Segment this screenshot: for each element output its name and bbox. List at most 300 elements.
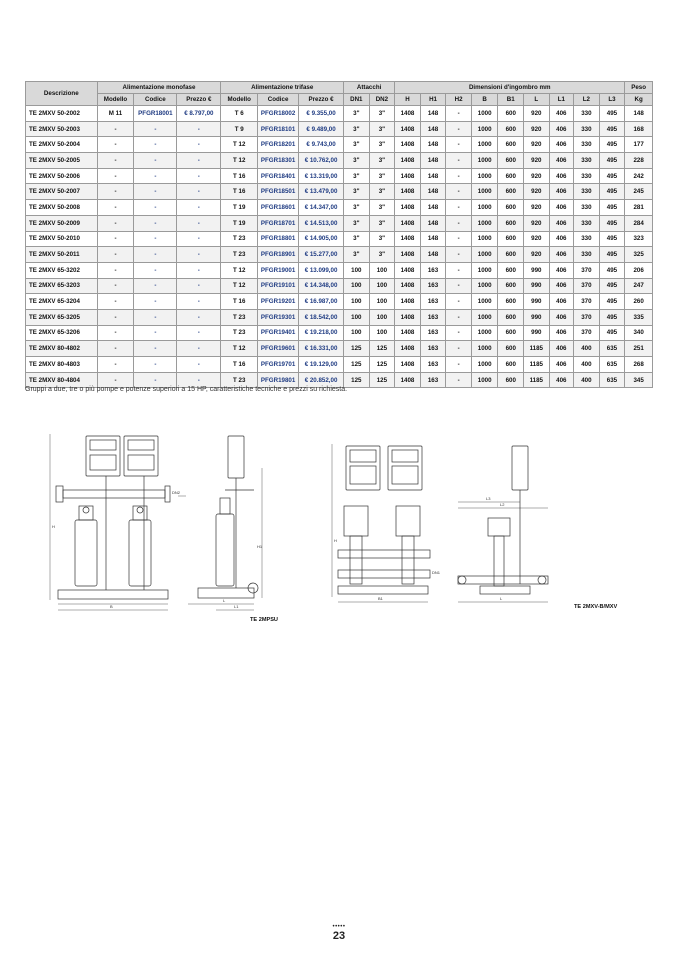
cell-desc: TE 2MXV 50-2011 — [26, 247, 98, 263]
cell-l2: 330 — [574, 168, 600, 184]
cell-mono-cod: - — [134, 153, 177, 169]
figure-label-right: TE 2MXV-B/MXV — [574, 604, 618, 610]
cell-dn2: 3" — [369, 168, 395, 184]
pump-body-1 — [75, 520, 97, 586]
cell-tri-prz: € 14.347,00 — [299, 200, 344, 216]
cell-h1: 163 — [420, 325, 446, 341]
cell-h2: - — [446, 357, 472, 373]
cell-l2: 330 — [574, 137, 600, 153]
cell-h1: 148 — [420, 184, 446, 200]
table-row — [26, 262, 653, 278]
cell-l3: 495 — [599, 294, 625, 310]
cell-h: 1408 — [395, 184, 421, 200]
cell-l: 920 — [524, 200, 550, 216]
cell-l: 990 — [524, 309, 550, 325]
cell-h2: - — [446, 294, 472, 310]
cell-h1: 163 — [420, 278, 446, 294]
cell-kg: 245 — [625, 184, 653, 200]
cell-tri-cod: PFGR18101 — [258, 121, 299, 137]
cell-h2: - — [446, 215, 472, 231]
cell-tri-mod: T 19 — [221, 215, 258, 231]
cell-desc: TE 2MXV 80-4803 — [26, 357, 98, 373]
cell-desc: TE 2MXV 65-3202 — [26, 262, 98, 278]
cell-tri-prz: € 10.762,00 — [299, 153, 344, 169]
cell-kg: 251 — [625, 341, 653, 357]
cell-tri-prz: € 16.987,00 — [299, 294, 344, 310]
cell-h: 1408 — [395, 106, 421, 122]
cell-dn2: 100 — [369, 309, 395, 325]
cell-l2: 400 — [574, 372, 600, 388]
cell-dn1: 3" — [344, 168, 370, 184]
cell-mono-cod: - — [134, 137, 177, 153]
cell-mono-cod: - — [134, 121, 177, 137]
price-table-section — [25, 81, 653, 388]
cell-l3: 635 — [599, 372, 625, 388]
cell-h: 1408 — [395, 372, 421, 388]
cell-desc: TE 2MXV 80-4804 — [26, 372, 98, 388]
cell-l1: 406 — [549, 357, 574, 373]
cell-l1: 406 — [549, 184, 574, 200]
cell-h1: 163 — [420, 309, 446, 325]
cell-b: 1000 — [471, 184, 498, 200]
cell-h2: - — [446, 341, 472, 357]
cell-l3: 495 — [599, 106, 625, 122]
table-row — [26, 200, 653, 216]
cell-l2: 330 — [574, 153, 600, 169]
cell-mono-prz: € 8.797,00 — [177, 106, 221, 122]
cell-dn1: 3" — [344, 247, 370, 263]
cell-l3: 495 — [599, 231, 625, 247]
cell-mono-prz: - — [177, 309, 221, 325]
cell-h2: - — [446, 106, 472, 122]
cell-mono-cod: - — [134, 262, 177, 278]
cell-dn1: 125 — [344, 357, 370, 373]
cell-kg: 325 — [625, 247, 653, 263]
col-mono-prezzo: Prezzo € — [177, 94, 221, 106]
col-h1: H1 — [420, 94, 446, 106]
cell-dn1: 3" — [344, 200, 370, 216]
cell-mono-prz: - — [177, 341, 221, 357]
cell-l3: 495 — [599, 184, 625, 200]
cell-tri-prz: € 18.542,00 — [299, 309, 344, 325]
cell-mono-mod: - — [97, 372, 134, 388]
vertical-pump-1 — [350, 536, 362, 584]
dim-h-label: H — [52, 524, 55, 529]
header-row-groups — [26, 82, 653, 94]
vertical-pump-2 — [402, 536, 414, 584]
cell-l1: 406 — [549, 294, 574, 310]
table-row — [26, 121, 653, 137]
cell-l1: 406 — [549, 153, 574, 169]
cell-mono-cod: - — [134, 294, 177, 310]
side-base-b — [480, 586, 530, 594]
cell-b: 1000 — [471, 372, 498, 388]
cell-desc: TE 2MXV 50-2004 — [26, 137, 98, 153]
cell-b1: 600 — [498, 215, 524, 231]
table-row — [26, 247, 653, 263]
cell-l1: 406 — [549, 121, 574, 137]
cell-l3: 495 — [599, 278, 625, 294]
cell-l2: 330 — [574, 184, 600, 200]
cell-dn1: 3" — [344, 215, 370, 231]
page-footer — [0, 924, 678, 942]
cell-mono-prz: - — [177, 372, 221, 388]
cell-tri-mod: T 23 — [221, 231, 258, 247]
cell-l3: 495 — [599, 309, 625, 325]
cell-mono-prz: - — [177, 215, 221, 231]
col-tri-prezzo: Prezzo € — [299, 94, 344, 106]
cell-tri-mod: T 12 — [221, 137, 258, 153]
cell-b1: 600 — [498, 231, 524, 247]
cell-l2: 400 — [574, 357, 600, 373]
cell-tri-prz: € 13.319,00 — [299, 168, 344, 184]
cell-l2: 370 — [574, 309, 600, 325]
cell-tri-cod: PFGR18901 — [258, 247, 299, 263]
footnote: Gruppi a due, tre o più pompe e potenze superiori a 15 HP, caratteristiche tecniche e prezzi su richiesta. — [25, 386, 348, 393]
cell-dn1: 100 — [344, 309, 370, 325]
cell-tri-mod: T 12 — [221, 278, 258, 294]
front-manifold — [338, 550, 430, 558]
cell-h1: 163 — [420, 294, 446, 310]
dim-l1-label: L1 — [234, 604, 239, 609]
cell-l1: 406 — [549, 200, 574, 216]
cell-l: 990 — [524, 262, 550, 278]
cell-l1: 406 — [549, 137, 574, 153]
cell-kg: 168 — [625, 121, 653, 137]
cell-b: 1000 — [471, 278, 498, 294]
cell-mono-cod: - — [134, 200, 177, 216]
cell-kg: 340 — [625, 325, 653, 341]
cell-b1: 600 — [498, 106, 524, 122]
cell-b1: 600 — [498, 247, 524, 263]
cell-desc: TE 2MXV 50-2010 — [26, 231, 98, 247]
cell-desc: TE 2MXV 50-2006 — [26, 168, 98, 184]
cell-mono-mod: - — [97, 278, 134, 294]
cell-mono-cod: - — [134, 372, 177, 388]
table-row — [26, 231, 653, 247]
group-dimensioni: Dimensioni d'ingombro mm — [395, 82, 625, 94]
cell-tri-mod: T 16 — [221, 294, 258, 310]
col-tri-modello: Modello — [221, 94, 258, 106]
cell-h: 1408 — [395, 278, 421, 294]
table-body — [26, 106, 653, 388]
col-l1: L1 — [549, 94, 574, 106]
cell-h: 1408 — [395, 168, 421, 184]
group-trifase: Alimentazione trifase — [221, 82, 344, 94]
cell-b1: 600 — [498, 168, 524, 184]
cell-tri-prz: € 19.129,00 — [299, 357, 344, 373]
table-row — [26, 137, 653, 153]
cell-dn1: 100 — [344, 325, 370, 341]
cell-mono-mod: - — [97, 121, 134, 137]
cell-l3: 495 — [599, 325, 625, 341]
base-frame — [58, 590, 168, 599]
cell-b: 1000 — [471, 168, 498, 184]
cell-l: 990 — [524, 325, 550, 341]
table-row — [26, 325, 653, 341]
cell-tri-mod: T 23 — [221, 309, 258, 325]
cell-tri-mod: T 23 — [221, 247, 258, 263]
cell-h1: 148 — [420, 247, 446, 263]
col-peso: Peso — [625, 82, 653, 94]
drawing-te-2mxv — [328, 442, 638, 612]
cell-h: 1408 — [395, 309, 421, 325]
table-row — [26, 153, 653, 169]
col-kg: Kg — [625, 94, 653, 106]
cell-dn2: 100 — [369, 278, 395, 294]
cell-tri-prz: € 9.355,00 — [299, 106, 344, 122]
side-vertical-pump — [494, 536, 504, 586]
cell-tri-mod: T 16 — [221, 184, 258, 200]
cell-l2: 370 — [574, 262, 600, 278]
cell-dn1: 100 — [344, 262, 370, 278]
cell-tri-mod: T 12 — [221, 341, 258, 357]
cell-b1: 600 — [498, 341, 524, 357]
cell-b: 1000 — [471, 121, 498, 137]
cell-mono-cod: PFGR18001 — [134, 106, 177, 122]
cell-kg: 335 — [625, 309, 653, 325]
group-attacchi: Attacchi — [344, 82, 395, 94]
col-h: H — [395, 94, 421, 106]
col-descrizione: Descrizione — [26, 82, 98, 106]
col-b1: B1 — [498, 94, 524, 106]
table-row — [26, 215, 653, 231]
cell-l1: 406 — [549, 215, 574, 231]
cell-dn2: 100 — [369, 294, 395, 310]
cell-desc: TE 2MXV 65-3204 — [26, 294, 98, 310]
cell-dn2: 3" — [369, 184, 395, 200]
dim-b1-label: B1 — [378, 596, 383, 601]
cell-l: 990 — [524, 294, 550, 310]
cell-h: 1408 — [395, 215, 421, 231]
cell-b1: 600 — [498, 200, 524, 216]
cell-h2: - — [446, 247, 472, 263]
cell-tri-mod: T 6 — [221, 106, 258, 122]
cell-mono-mod: - — [97, 215, 134, 231]
cell-l3: 495 — [599, 262, 625, 278]
cell-mono-prz: - — [177, 294, 221, 310]
drawing-te-2mpsu — [48, 428, 268, 613]
cell-h2: - — [446, 121, 472, 137]
cell-tri-mod: T 9 — [221, 121, 258, 137]
cell-l1: 406 — [549, 372, 574, 388]
cell-l3: 495 — [599, 121, 625, 137]
col-tri-codice: Codice — [258, 94, 299, 106]
cell-mono-mod: - — [97, 325, 134, 341]
cell-mono-mod: - — [97, 200, 134, 216]
cell-tri-prz: € 13.099,00 — [299, 262, 344, 278]
cell-l1: 406 — [549, 309, 574, 325]
cell-b1: 600 — [498, 294, 524, 310]
motor-1 — [344, 506, 368, 536]
cell-kg: 260 — [625, 294, 653, 310]
cell-dn1: 3" — [344, 184, 370, 200]
cell-dn2: 125 — [369, 341, 395, 357]
table-row — [26, 278, 653, 294]
table-row — [26, 309, 653, 325]
cell-tri-cod: PFGR18701 — [258, 215, 299, 231]
cell-tri-mod: T 19 — [221, 200, 258, 216]
cell-tri-prz: € 16.331,00 — [299, 341, 344, 357]
cell-tri-mod: T 23 — [221, 325, 258, 341]
cell-l2: 370 — [574, 325, 600, 341]
cell-dn2: 3" — [369, 231, 395, 247]
cell-l2: 330 — [574, 106, 600, 122]
table-row — [26, 168, 653, 184]
cell-mono-mod: - — [97, 153, 134, 169]
cell-dn2: 125 — [369, 372, 395, 388]
cell-dn2: 3" — [369, 106, 395, 122]
cell-kg: 345 — [625, 372, 653, 388]
cell-kg: 281 — [625, 200, 653, 216]
cell-mono-cod: - — [134, 341, 177, 357]
page-dots: ••••• — [332, 924, 346, 930]
cell-kg: 242 — [625, 168, 653, 184]
col-mono-codice: Codice — [134, 94, 177, 106]
cell-dn2: 100 — [369, 262, 395, 278]
cell-mono-mod: - — [97, 184, 134, 200]
cell-dn2: 3" — [369, 137, 395, 153]
dim-dn2-label: DN2 — [172, 490, 181, 495]
dim-b-label: B — [110, 604, 113, 609]
cell-desc: TE 2MXV 50-2002 — [26, 106, 98, 122]
cell-l: 920 — [524, 137, 550, 153]
cell-mono-mod: - — [97, 309, 134, 325]
cell-l2: 370 — [574, 294, 600, 310]
cell-l1: 406 — [549, 341, 574, 357]
cell-tri-mod: T 16 — [221, 357, 258, 373]
dim-h1-label: H1 — [257, 544, 263, 549]
cell-desc: TE 2MXV 50-2003 — [26, 121, 98, 137]
cell-h: 1408 — [395, 121, 421, 137]
cell-h: 1408 — [395, 247, 421, 263]
side-base — [198, 588, 254, 598]
cell-tri-cod: PFGR19601 — [258, 341, 299, 357]
dim-l2-label: L2 — [500, 502, 505, 507]
cell-l1: 406 — [549, 168, 574, 184]
cell-h2: - — [446, 278, 472, 294]
cell-tri-cod: PFGR18801 — [258, 231, 299, 247]
cell-l3: 495 — [599, 247, 625, 263]
cell-l2: 330 — [574, 231, 600, 247]
cell-mono-prz: - — [177, 357, 221, 373]
col-l2: L2 — [574, 94, 600, 106]
cell-tri-prz: € 19.218,00 — [299, 325, 344, 341]
cell-h2: - — [446, 168, 472, 184]
cell-mono-mod: M 11 — [97, 106, 134, 122]
side-pump-body — [216, 514, 234, 586]
cell-h1: 163 — [420, 372, 446, 388]
cell-dn1: 3" — [344, 137, 370, 153]
cell-dn1: 125 — [344, 341, 370, 357]
cell-tri-cod: PFGR19001 — [258, 262, 299, 278]
cell-h2: - — [446, 372, 472, 388]
cell-h1: 148 — [420, 137, 446, 153]
cell-l3: 635 — [599, 341, 625, 357]
cell-b: 1000 — [471, 325, 498, 341]
cell-b1: 600 — [498, 184, 524, 200]
dim-l-label-b: L — [500, 596, 503, 601]
cell-dn2: 100 — [369, 325, 395, 341]
cell-l: 920 — [524, 121, 550, 137]
cell-dn2: 3" — [369, 200, 395, 216]
manifold-pipe — [63, 490, 165, 498]
cell-h1: 148 — [420, 168, 446, 184]
cell-h: 1408 — [395, 357, 421, 373]
cell-dn2: 3" — [369, 215, 395, 231]
cell-l: 920 — [524, 231, 550, 247]
cell-b: 1000 — [471, 262, 498, 278]
cell-mono-prz: - — [177, 153, 221, 169]
cell-b1: 600 — [498, 137, 524, 153]
cell-mono-mod: - — [97, 294, 134, 310]
cell-desc: TE 2MXV 50-2005 — [26, 153, 98, 169]
cell-b1: 600 — [498, 153, 524, 169]
cell-kg: 177 — [625, 137, 653, 153]
cell-dn1: 100 — [344, 294, 370, 310]
cell-l3: 495 — [599, 137, 625, 153]
cell-mono-prz: - — [177, 262, 221, 278]
cell-b: 1000 — [471, 137, 498, 153]
side-discharge-pipe — [458, 576, 548, 584]
cell-tri-cod: PFGR18501 — [258, 184, 299, 200]
cell-b: 1000 — [471, 200, 498, 216]
col-dn1: DN1 — [344, 94, 370, 106]
cell-mono-cod: - — [134, 278, 177, 294]
table-row — [26, 357, 653, 373]
pump-body-2 — [129, 520, 151, 586]
cell-tri-cod: PFGR18401 — [258, 168, 299, 184]
cell-tri-prz: € 14.348,00 — [299, 278, 344, 294]
cell-tri-cod: PFGR19101 — [258, 278, 299, 294]
cell-mono-cod: - — [134, 357, 177, 373]
group-monofase: Alimentazione monofase — [97, 82, 221, 94]
cell-kg: 228 — [625, 153, 653, 169]
cell-h: 1408 — [395, 325, 421, 341]
cell-mono-cod: - — [134, 215, 177, 231]
col-b: B — [471, 94, 498, 106]
cell-h: 1408 — [395, 137, 421, 153]
col-l: L — [524, 94, 550, 106]
cell-dn2: 3" — [369, 247, 395, 263]
cell-mono-mod: - — [97, 341, 134, 357]
cell-tri-cod: PFGR18601 — [258, 200, 299, 216]
side-panel-b — [512, 446, 528, 490]
dim-l3-label: L3 — [486, 496, 491, 501]
cell-kg: 206 — [625, 262, 653, 278]
cell-h1: 148 — [420, 106, 446, 122]
cell-b1: 600 — [498, 372, 524, 388]
cell-mono-prz: - — [177, 184, 221, 200]
cell-mono-prz: - — [177, 247, 221, 263]
cell-mono-mod: - — [97, 247, 134, 263]
cell-b1: 600 — [498, 121, 524, 137]
table-row — [26, 184, 653, 200]
cell-l: 990 — [524, 278, 550, 294]
cell-tri-cod: PFGR19301 — [258, 309, 299, 325]
cell-b: 1000 — [471, 294, 498, 310]
cell-l1: 406 — [549, 106, 574, 122]
cell-mono-cod: - — [134, 247, 177, 263]
cell-kg: 247 — [625, 278, 653, 294]
cell-tri-prz: € 13.479,00 — [299, 184, 344, 200]
cell-l1: 406 — [549, 325, 574, 341]
cell-mono-mod: - — [97, 168, 134, 184]
cell-mono-prz: - — [177, 325, 221, 341]
col-mono-modello: Modello — [97, 94, 134, 106]
cell-l3: 495 — [599, 200, 625, 216]
cell-l3: 635 — [599, 357, 625, 373]
